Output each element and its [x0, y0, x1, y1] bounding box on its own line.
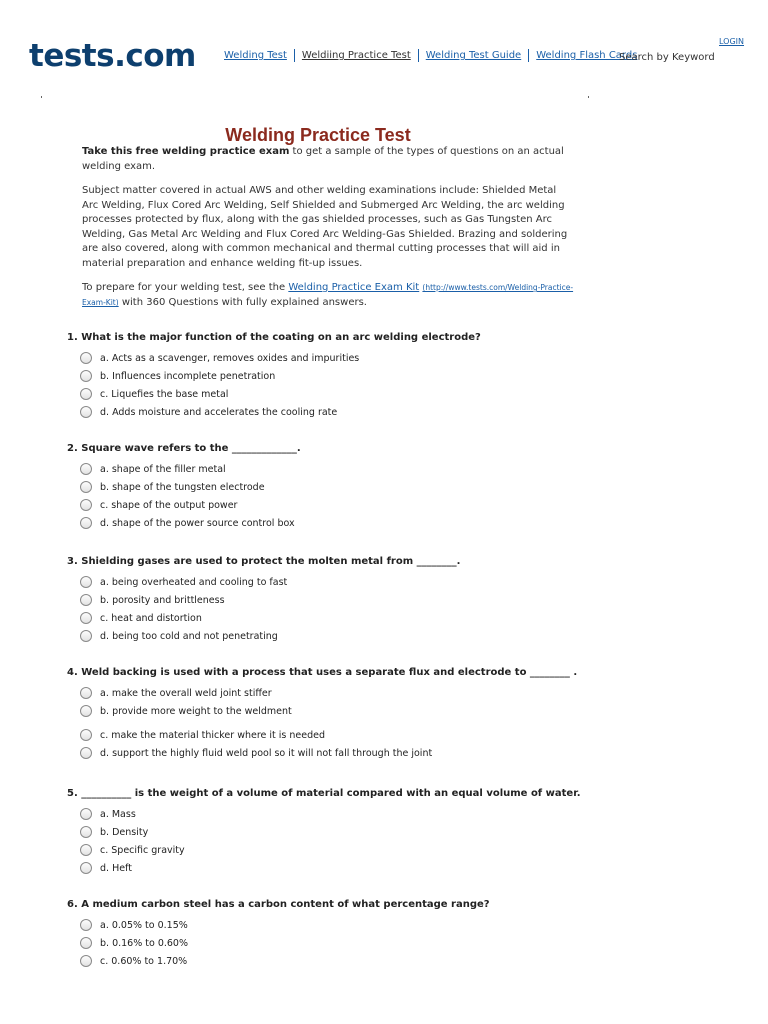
option-label[interactable]: d. being too cold and not penetrating [100, 630, 278, 642]
radio-button[interactable] [80, 594, 92, 606]
nav-welding-flash-cards[interactable]: Welding Flash Cards [536, 50, 638, 61]
option-label[interactable]: a. Mass [100, 808, 136, 820]
answer-option[interactable] [80, 591, 707, 609]
question-6 [67, 898, 707, 970]
radio-button[interactable] [80, 955, 92, 967]
logo-text: tests.com [29, 38, 196, 74]
header [0, 0, 768, 100]
radio-button[interactable] [80, 517, 92, 529]
option-label[interactable]: c. shape of the output power [100, 499, 238, 511]
answer-option[interactable] [80, 478, 707, 496]
radio-button[interactable] [80, 747, 92, 759]
prepare-prefix: To prepare for your welding test, see the [82, 282, 289, 293]
answer-option[interactable] [80, 859, 707, 877]
option-label[interactable]: b. shape of the tungsten electrode [100, 481, 265, 493]
option-label[interactable]: b. porosity and brittleness [100, 594, 225, 606]
exam-kit-link[interactable]: Welding Practice Exam Kit [288, 282, 420, 293]
answer-option[interactable] [80, 627, 707, 645]
radio-button[interactable] [80, 370, 92, 382]
option-label[interactable]: b. Influences incomplete penetration [100, 370, 276, 382]
answer-option[interactable] [80, 460, 707, 478]
nav-welding-test-guide[interactable]: Welding Test Guide [425, 50, 522, 61]
option-label[interactable]: d. shape of the power source control box [100, 517, 295, 529]
radio-button[interactable] [80, 844, 92, 856]
answer-option[interactable] [80, 805, 707, 823]
question-4 [67, 666, 707, 762]
intro-section [82, 145, 574, 320]
top-nav [224, 49, 637, 62]
radio-button[interactable] [80, 862, 92, 874]
question-text: 6. A medium carbon steel has a carbon content of what percentage range? [67, 899, 490, 910]
radio-button[interactable] [80, 463, 92, 475]
intro-bold: Take this free welding practice exam [82, 146, 290, 157]
nav-separator [418, 49, 419, 62]
option-label[interactable]: b. 0.16% to 0.60% [100, 937, 189, 949]
radio-button[interactable] [80, 729, 92, 741]
page-title: Welding Practice Test [225, 125, 411, 146]
subject-paragraph: Subject matter covered in actual AWS and other welding examinations include: Shielded Metal Arc Welding, Flux Cored Arc Welding, Self Shielded and Submerged Arc Welding, the arc welding processes protected by flux, along with the gas shielded processes, such as Gas Tungsten Arc Welding, Gas Metal Arc Welding and Flux Cored Arc Welding-Gas Shielded. Brazing and soldering are also covered, along with common mechanical and thermal cutting processes that will aid in material preparation and enhance welding fit-up issues. [82, 185, 568, 269]
option-label[interactable]: c. heat and distortion [100, 612, 202, 624]
option-label[interactable]: c. Specific gravity [100, 844, 185, 856]
answer-option[interactable] [80, 385, 707, 403]
question-text: 3. Shielding gases are used to protect the molten metal from ________. [67, 556, 461, 567]
option-label[interactable]: a. being overheated and cooling to fast [100, 576, 288, 588]
radio-button[interactable] [80, 919, 92, 931]
answer-option[interactable] [80, 684, 707, 702]
question-1 [67, 331, 707, 421]
question-3 [67, 555, 707, 645]
option-label[interactable]: a. shape of the filler metal [100, 463, 226, 475]
answer-option[interactable] [80, 496, 707, 514]
answer-option[interactable] [80, 934, 707, 952]
answer-option[interactable] [80, 702, 707, 720]
option-label[interactable]: a. make the overall weld joint stiffer [100, 687, 272, 699]
question-5 [67, 787, 707, 877]
question-text: 4. Weld backing is used with a process that uses a separate flux and electrode to ________ . [67, 667, 578, 678]
question-2 [67, 442, 707, 532]
radio-button[interactable] [80, 576, 92, 588]
option-label[interactable]: c. Liquefies the base metal [100, 388, 229, 400]
option-label[interactable]: a. 0.05% to 0.15% [100, 919, 188, 931]
option-label[interactable]: d. support the highly fluid weld pool so it will not fall through the joint [100, 747, 433, 759]
radio-button[interactable] [80, 705, 92, 717]
nav-separator [294, 49, 295, 62]
option-label[interactable]: c. make the material thicker where it is needed [100, 729, 325, 741]
radio-button[interactable] [80, 630, 92, 642]
radio-button[interactable] [80, 388, 92, 400]
radio-button[interactable] [80, 826, 92, 838]
intro-paragraph [82, 145, 574, 174]
answer-option[interactable] [80, 916, 707, 934]
nav-separator [528, 49, 529, 62]
answer-option[interactable] [80, 823, 707, 841]
answer-option[interactable] [80, 744, 707, 762]
prepare-suffix: with 360 Questions with fully explained answers. [118, 296, 367, 308]
radio-button[interactable] [80, 937, 92, 949]
radio-button[interactable] [80, 687, 92, 699]
option-label[interactable]: a. Acts as a scavenger, removes oxides and impurities [100, 352, 360, 364]
option-label[interactable]: d. Adds moisture and accelerates the cooling rate [100, 406, 338, 418]
question-text: 1. What is the major function of the coating on an arc welding electrode? [67, 332, 481, 343]
answer-option[interactable] [80, 726, 707, 744]
divider-dot [41, 96, 42, 98]
question-text: 5. __________ is the weight of a volume of material compared with an equal volume of water. [67, 788, 581, 799]
answer-option[interactable] [80, 609, 707, 627]
login-link[interactable]: LOGIN [719, 37, 745, 46]
option-label[interactable]: b. Density [100, 826, 149, 838]
nav-welding-test[interactable]: Welding Test [224, 50, 287, 61]
search-label: Search by Keyword [619, 52, 715, 63]
radio-button[interactable] [80, 481, 92, 493]
answer-option[interactable] [80, 952, 707, 970]
answer-option[interactable] [80, 514, 707, 532]
answer-option[interactable] [80, 573, 707, 591]
intro-rest: to get a sample of the types of questions on an actual welding exam. [82, 146, 564, 172]
radio-button[interactable] [80, 612, 92, 624]
divider-dot [588, 96, 589, 98]
exam-kit-url-link[interactable]: (http://www.tests.com/Welding-Practice-Exam-Kit) [82, 283, 574, 307]
radio-button[interactable] [80, 808, 92, 820]
radio-button[interactable] [80, 406, 92, 418]
option-label[interactable]: b. provide more weight to the weldment [100, 705, 292, 717]
radio-button[interactable] [80, 499, 92, 511]
nav-welding-practice-test[interactable]: Weldiing Practice Test [301, 50, 411, 61]
radio-button[interactable] [80, 352, 92, 364]
answer-option[interactable] [80, 403, 707, 421]
option-label[interactable]: c. 0.60% to 1.70% [100, 955, 188, 967]
answer-option[interactable] [80, 841, 707, 859]
option-label[interactable]: d. Heft [100, 862, 132, 874]
site-logo[interactable] [29, 38, 196, 74]
answer-option[interactable] [80, 349, 707, 367]
question-text: 2. Square wave refers to the _____________. [67, 443, 301, 454]
prepare-paragraph [82, 281, 574, 310]
answer-option[interactable] [80, 367, 707, 385]
